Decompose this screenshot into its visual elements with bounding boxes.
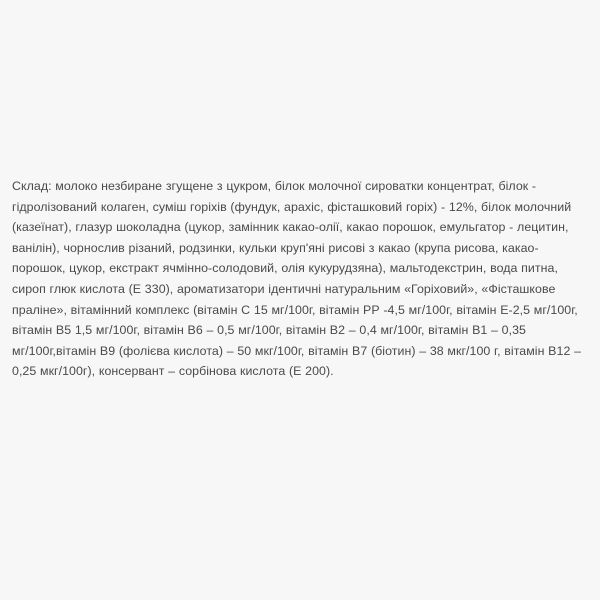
ingredients-paragraph: Склад: молоко незбиране згущене з цукром, білок молочної сироватки концентрат, білок - гідролізований колаген, суміш горіхів (фундук, арахіс, фісташковий горіх) - 12%, білок молочний (казеїнат), глазур шоколадна (цукор, замінник какао-олії, какао порошок, емульгатор - лецитин, ванілін), чорнослив різаний, родзинки, кульки круп'яні рисові з какао (крупа рисова, какао-порошок, цукор, екстракт ячмінно-солодовий, олія кукурудзяна), мальтодекстрин, вода питна, сироп глюк кислота (Е 330), ароматизатори ідентичні натуральним «Горіховий», «Фісташкове праліне», вітамінний комплекс (вітамін С 15 мг/100г, вітамін РР -4,5 мг/100г, вітамін Е-2,5 мг/100г, вітамін В5 1,5 мг/100г, вітамін В6 – 0,5 мг/100г, вітамін В2 – 0,4 мг/100г, вітамін В1 – 0,35 мг/100г,вітамін В9 (фолієва кислота) – 50 мкг/100г, вітамін В7 (біотин) – 38 мкг/100 г, вітамін В12 – 0,25 мкг/100г), консервант – сорбінова кислота (Е 200). [12,179,585,379]
ingredients-block [12,176,590,382]
